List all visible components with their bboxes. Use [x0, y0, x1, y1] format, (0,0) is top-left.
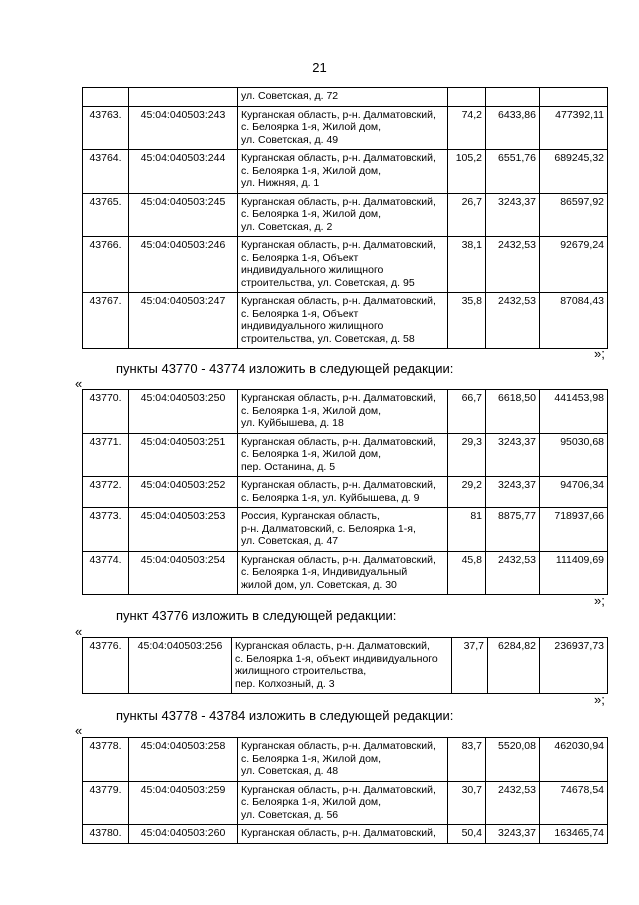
row-number — [83, 88, 129, 107]
cadastral-number: 45:04:040503:254 — [129, 551, 238, 595]
area-value: 38,1 — [448, 237, 486, 293]
address-line: жилой дом, ул. Советская, д. 30 — [241, 578, 397, 591]
opening-quote: « — [75, 723, 83, 738]
address-line: ул. Советская, д. 48 — [241, 765, 339, 777]
opening-quote: « — [75, 624, 83, 639]
cadastral-number: 45:04:040503:247 — [129, 293, 238, 349]
cadastral-value: 689245,32 — [540, 150, 608, 194]
cadastral-value: 477392,11 — [540, 106, 608, 150]
address-line: с. Белоярка 1-я, Жилой дом, — [241, 121, 382, 133]
table-row — [83, 508, 608, 552]
address — [238, 237, 448, 293]
address-line: ул. Куйбышева, д. 18 — [241, 417, 344, 429]
cadastral-value: 95030,68 — [540, 433, 608, 477]
table-row — [83, 237, 608, 293]
table-row — [83, 738, 608, 782]
address — [238, 106, 448, 150]
rate-value: 6433,86 — [486, 106, 540, 150]
address-line: Курганская область, р-н. Далматовский, — [241, 295, 436, 307]
address-line: с. Белоярка 1-я, Объект — [241, 307, 359, 320]
address-line: индивидуального жилищного — [241, 264, 384, 276]
row-number: 43765. — [83, 193, 129, 237]
address-line: с. Белоярка 1-я, объект индивидуального — [235, 652, 438, 665]
table-row — [83, 825, 608, 844]
row-number: 43771. — [83, 433, 129, 477]
row-number: 43763. — [83, 106, 129, 150]
page-number: 21 — [312, 60, 327, 75]
cadastral-value: 441453,98 — [540, 390, 608, 434]
address — [238, 193, 448, 237]
cadastral-value: 236937,73 — [540, 638, 608, 694]
address-line: ул. Советская, д. 56 — [241, 808, 339, 821]
row-number: 43767. — [83, 293, 129, 349]
row-number: 43778. — [83, 738, 129, 782]
rate-value: 2432,53 — [486, 551, 540, 595]
row-number: 43773. — [83, 508, 129, 552]
cadastral-number: 45:04:040503:253 — [129, 508, 238, 552]
rate-value: 6284,82 — [488, 638, 540, 694]
row-number: 43772. — [83, 477, 129, 508]
table-row — [83, 193, 608, 237]
address — [238, 825, 448, 844]
address-line: индивидуального жилищного — [241, 320, 384, 332]
address — [238, 293, 448, 349]
table-row — [83, 88, 608, 107]
area-value — [448, 88, 486, 107]
address-line: ул. Советская, д. 2 — [241, 220, 333, 233]
area-value: 29,2 — [448, 477, 486, 508]
cadastral-number: 45:04:040503:252 — [129, 477, 238, 508]
area-value: 74,2 — [448, 106, 486, 150]
address-line: пер. Останина, д. 5 — [241, 460, 336, 473]
address-line: Курганская область, р-н. Далматовский, — [241, 783, 436, 796]
cadastral-value: 87084,43 — [540, 293, 608, 349]
cadastral-value — [540, 88, 608, 107]
address-line: Россия, Курганская область, — [241, 510, 380, 522]
address-line: ул. Советская, д. 49 — [241, 133, 339, 146]
address-line: строительства, ул. Советская, д. 95 — [241, 276, 415, 289]
cadastral-value: 718937,66 — [540, 508, 608, 552]
address-line: Курганская область, р-н. Далматовский, — [241, 435, 436, 448]
cadastral-number: 45:04:040503:250 — [129, 390, 238, 434]
address — [238, 433, 448, 477]
address — [238, 551, 448, 595]
opening-quote: « — [75, 376, 83, 391]
register-table — [82, 737, 608, 844]
table-row — [83, 106, 608, 150]
table-row — [83, 551, 608, 595]
table-row — [83, 150, 608, 194]
rate-value: 2432,53 — [486, 293, 540, 349]
amendment-intro: пункты 43778 - 43784 изложить в следующей редакции: — [116, 708, 454, 723]
table-row — [83, 781, 608, 825]
address-line: с. Белоярка 1-я, ул. Куйбышева, д. 9 — [241, 491, 420, 504]
cadastral-value: 92679,24 — [540, 237, 608, 293]
rate-value: 3243,37 — [486, 433, 540, 477]
address — [232, 638, 452, 694]
rate-value: 3243,37 — [486, 193, 540, 237]
rate-value: 8875,77 — [486, 508, 540, 552]
cadastral-value: 94706,34 — [540, 477, 608, 508]
address-line: с. Белоярка 1-я, Жилой дом, — [241, 448, 382, 460]
address-line: с. Белоярка 1-я, Жилой дом, — [241, 208, 382, 220]
address-line: строительства, ул. Советская, д. 58 — [241, 332, 415, 345]
address-line: Курганская область, р-н. Далматовский, — [241, 740, 436, 752]
cadastral-number: 45:04:040503:244 — [129, 150, 238, 194]
area-value: 37,7 — [452, 638, 488, 694]
table-row — [83, 433, 608, 477]
table-row — [83, 477, 608, 508]
address-line: Курганская область, р-н. Далматовский, — [235, 640, 430, 652]
rate-value: 6551,76 — [486, 150, 540, 194]
address-line: Курганская область, р-н. Далматовский, — [241, 827, 436, 839]
address-line: Курганская область, р-н. Далматовский, — [241, 239, 436, 251]
cadastral-value: 86597,92 — [540, 193, 608, 237]
rate-value: 2432,53 — [486, 781, 540, 825]
cadastral-number: 45:04:040503:259 — [129, 781, 238, 825]
rate-value — [486, 88, 540, 107]
area-value: 30,7 — [448, 781, 486, 825]
area-value: 66,7 — [448, 390, 486, 434]
address-line: с. Белоярка 1-я, Жилой дом, — [241, 404, 382, 417]
address-line: Курганская область, р-н. Далматовский, — [241, 479, 436, 491]
address — [238, 781, 448, 825]
address-line: с. Белоярка 1-я, Индивидуальный — [241, 566, 408, 578]
cadastral-number — [129, 88, 238, 107]
address — [238, 477, 448, 508]
register-table — [82, 637, 608, 694]
area-value: 50,4 — [448, 825, 486, 844]
area-value: 29,3 — [448, 433, 486, 477]
closing-quote: »; — [594, 346, 605, 361]
rate-value: 6618,50 — [486, 390, 540, 434]
rate-value: 2432,53 — [486, 237, 540, 293]
address-line: пер. Колхозный, д. 3 — [235, 677, 335, 690]
address-line: Курганская область, р-н. Далматовский, — [241, 553, 436, 566]
area-value: 35,8 — [448, 293, 486, 349]
table-row — [83, 390, 608, 434]
rate-value: 5520,08 — [486, 738, 540, 782]
address — [238, 150, 448, 194]
address-line: с. Белоярка 1-я, Жилой дом, — [241, 752, 382, 765]
address-line: ул. Советская, д. 72 — [241, 90, 339, 102]
row-number: 43779. — [83, 781, 129, 825]
area-value: 105,2 — [448, 150, 486, 194]
cadastral-number: 45:04:040503:245 — [129, 193, 238, 237]
rate-value: 3243,37 — [486, 477, 540, 508]
closing-quote: »; — [594, 692, 605, 707]
area-value: 81 — [448, 508, 486, 552]
cadastral-value: 462030,94 — [540, 738, 608, 782]
cadastral-number: 45:04:040503:246 — [129, 237, 238, 293]
amendment-intro: пункты 43770 - 43774 изложить в следующей редакции: — [116, 361, 454, 376]
cadastral-number: 45:04:040503:243 — [129, 106, 238, 150]
address — [238, 390, 448, 434]
area-value: 83,7 — [448, 738, 486, 782]
address-line: с. Белоярка 1-я, Жилой дом, — [241, 796, 382, 808]
row-number: 43770. — [83, 390, 129, 434]
cadastral-number: 45:04:040503:256 — [129, 638, 232, 694]
address — [238, 508, 448, 552]
address — [238, 738, 448, 782]
cadastral-value: 163465,74 — [540, 825, 608, 844]
area-value: 45,8 — [448, 551, 486, 595]
row-number: 43776. — [83, 638, 129, 694]
address-line: жилищного строительства, — [235, 665, 367, 677]
row-number: 43774. — [83, 551, 129, 595]
row-number: 43764. — [83, 150, 129, 194]
cadastral-number: 45:04:040503:251 — [129, 433, 238, 477]
register-table — [82, 87, 608, 349]
address-line: р-н. Далматовский, с. Белоярка 1-я, — [241, 522, 416, 535]
address-line: Курганская область, р-н. Далматовский, — [241, 108, 436, 121]
row-number: 43780. — [83, 825, 129, 844]
closing-quote: »; — [594, 593, 605, 608]
address-line: Курганская область, р-н. Далматовский, — [241, 152, 436, 164]
amendment-intro: пункт 43776 изложить в следующей редакции: — [116, 608, 397, 623]
row-number: 43766. — [83, 237, 129, 293]
cadastral-number: 45:04:040503:258 — [129, 738, 238, 782]
address-line: с. Белоярка 1-я, Объект — [241, 251, 359, 264]
address — [238, 88, 448, 107]
register-table — [82, 389, 608, 595]
table-row — [83, 638, 608, 694]
address-line: Курганская область, р-н. Далматовский, — [241, 195, 436, 208]
rate-value: 3243,37 — [486, 825, 540, 844]
table-row — [83, 293, 608, 349]
area-value: 26,7 — [448, 193, 486, 237]
cadastral-number: 45:04:040503:260 — [129, 825, 238, 844]
address-line: ул. Нижняя, д. 1 — [241, 177, 320, 189]
cadastral-value: 74678,54 — [540, 781, 608, 825]
cadastral-value: 111409,69 — [540, 551, 608, 595]
address-line: Курганская область, р-н. Далматовский, — [241, 392, 436, 404]
address-line: ул. Советская, д. 47 — [241, 535, 339, 547]
address-line: с. Белоярка 1-я, Жилой дом, — [241, 164, 382, 177]
